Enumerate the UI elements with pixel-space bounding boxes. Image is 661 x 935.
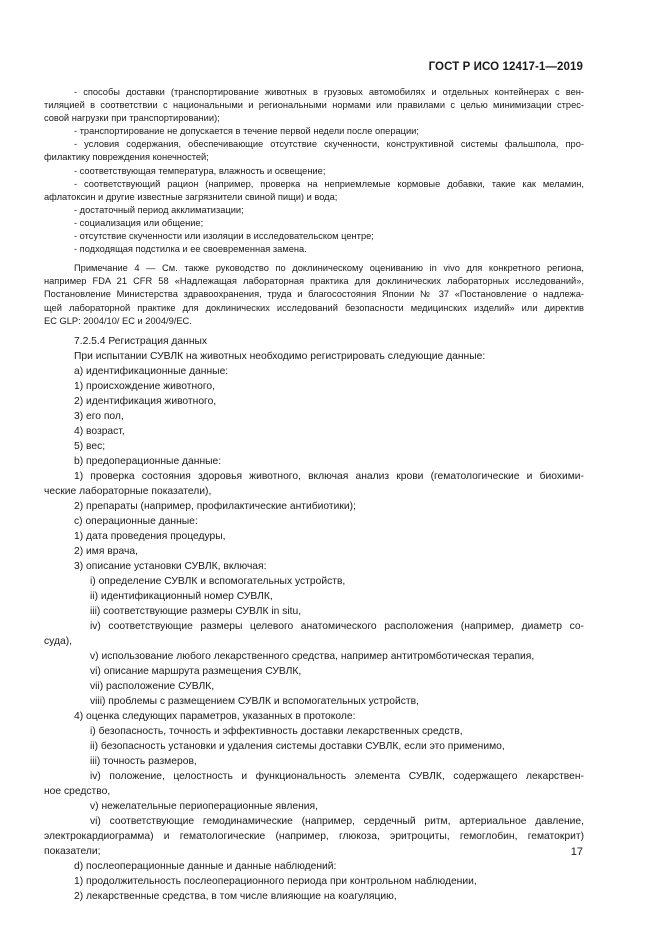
text-line: v) нежелательные периоперационные явления, bbox=[90, 800, 318, 812]
text-line: 3) его пол, bbox=[74, 410, 124, 422]
text-line: 1) продолжительность послеоперационного периода при контрольном наблюдении, bbox=[74, 875, 477, 887]
text-line: тиляцией в соответствии с национальными и региональными нормами или правилами с целью минимизации стрес- bbox=[44, 100, 584, 111]
text-line: 4) оценка следующих параметров, указанных в протоколе: bbox=[74, 710, 356, 722]
text-line: суда), bbox=[44, 635, 72, 647]
text-line: vii) расположение СУВЛК, bbox=[90, 680, 215, 692]
text-line: ii) безопасность установки и удаления системы доставки СУВЛК, если это применимо, bbox=[90, 740, 505, 752]
page-number: 17 bbox=[570, 846, 583, 858]
text-line: c) операционные данные: bbox=[74, 515, 198, 527]
text-line: - достаточный период акклиматизации; bbox=[74, 204, 244, 215]
text-line: показатели; bbox=[44, 845, 101, 857]
text-line: iv) соответствующие размеры целевого анатомического расположения (например, диаметр со- bbox=[90, 620, 584, 632]
text-line: 2) лекарственные средства, в том числе влияющие на коагуляцию, bbox=[74, 890, 397, 902]
text-line: ческие лабораторные показатели), bbox=[44, 485, 212, 497]
text-line: ное средство, bbox=[44, 785, 111, 797]
text-line: i) безопасность, точность и эффективность доставки лекарственных средств, bbox=[90, 725, 463, 737]
text-line: 1) происхождение животного, bbox=[74, 380, 215, 392]
text-line: электрокардиограмма) и гематологические (например, глюкоза, эритроциты, гемоглобин, гематокрит) bbox=[44, 830, 584, 842]
note-line: EC GLP: 2004/10/ EC и 2004/9/EC. bbox=[44, 315, 192, 326]
text-line: - соответствующая температура, влажность и освещение; bbox=[74, 165, 326, 176]
text-line: - социализация или общение; bbox=[74, 217, 204, 228]
animal-care-list bbox=[44, 86, 584, 256]
text-line: 2) имя врача, bbox=[74, 545, 138, 557]
text-line: vi) соответствующие гемодинамические (например, сердечный ритм, артериальное давление, bbox=[90, 815, 584, 827]
note-line: например FDA 21 CFR 58 «Надлежащая лабораторная практика для доклинических лабораторных исследований», bbox=[44, 276, 584, 287]
note-line: Постановление Министерства здравоохранения, труда и благосостояния Японии № 37 «Постановление о надлежа- bbox=[44, 289, 584, 300]
text-line: 5) вес; bbox=[74, 440, 106, 452]
text-line: афлатоксин и другие известные загрязнители свиной пищи) и вода; bbox=[44, 191, 338, 202]
text-line: - соответствующий рацион (например, проверка на неприемлемые кормовые добавки, такие как меламин, bbox=[74, 178, 584, 189]
data-registration-section bbox=[44, 334, 584, 904]
text-line: совой нагрузки при транспортировании); bbox=[44, 113, 220, 124]
page-content bbox=[44, 86, 584, 904]
text-line: - отсутствие скученности или изоляции в исследовательском центре; bbox=[74, 231, 374, 242]
text-line: - способы доставки (транспортирование животных в грузовых автомобилях и отдельных контейнерах с вен- bbox=[74, 87, 584, 97]
text-line: a) идентификационные данные: bbox=[74, 365, 229, 377]
document-header-code: ГОСТ Р ИСО 12417-1—2019 bbox=[428, 61, 583, 73]
text-line: 4) возраст, bbox=[74, 425, 125, 437]
text-line: 1) проверка состояния здоровья животного, включая анализ крови (гематологические и биохими- bbox=[74, 470, 584, 482]
text-line: филактику повреждения конечностей; bbox=[44, 152, 209, 163]
text-line: vi) описание маршрута размещения СУВЛК, bbox=[90, 665, 302, 677]
text-line: 3) описание установки СУВЛК, включая: bbox=[74, 560, 267, 572]
text-line: 1) дата проведения процедуры, bbox=[74, 530, 226, 542]
text-line: - подходящая подстилка и ее своевременная замена. bbox=[74, 244, 307, 255]
text-line: viii) проблемы с размещением СУВЛК и вспомогательных устройств, bbox=[90, 695, 419, 707]
text-line: iii) соответствующие размеры СУВЛК in situ, bbox=[90, 605, 302, 617]
text-line: i) определение СУВЛК и вспомогательных устройств, bbox=[90, 575, 346, 587]
text-line: - транспортирование не допускается в течение первой недели после операции; bbox=[74, 126, 419, 137]
text-line: d) послеоперационные данные и данные наблюдений: bbox=[74, 860, 337, 872]
text-line: 2) препараты (например, профилактические антибиотики); bbox=[74, 500, 356, 512]
text-line: 2) идентификация животного, bbox=[74, 395, 217, 407]
note-line: Примечание 4 — См. также руководство по доклиническому оцениванию in vivo для конкретного региона, bbox=[74, 263, 584, 274]
text-line: 7.2.5.4 Регистрация данных bbox=[74, 335, 208, 347]
text-line: ii) идентификационный номер СУВЛК, bbox=[90, 590, 273, 602]
note-line: щей лабораторной практике для доклинических исследований безопасности медицинских изделий» или директив bbox=[44, 302, 584, 313]
text-line: iv) положение, целостность и функциональность элемента СУВЛК, содержащего лекарствен- bbox=[90, 770, 584, 782]
text-line: v) использование любого лекарственного средства, например антитромботическая терапия, bbox=[90, 650, 535, 662]
text-line: b) предоперационные данные: bbox=[74, 455, 222, 467]
text-line: При испытании СУВЛК на животных необходимо регистрировать следующие данные: bbox=[74, 350, 486, 362]
text-line: - условия содержания, обеспечивающие отсутствие скученности, конструктивной системы фальшпола, про- bbox=[74, 139, 584, 150]
text-line: iii) точность размеров, bbox=[90, 755, 197, 767]
note-4 bbox=[44, 262, 584, 327]
